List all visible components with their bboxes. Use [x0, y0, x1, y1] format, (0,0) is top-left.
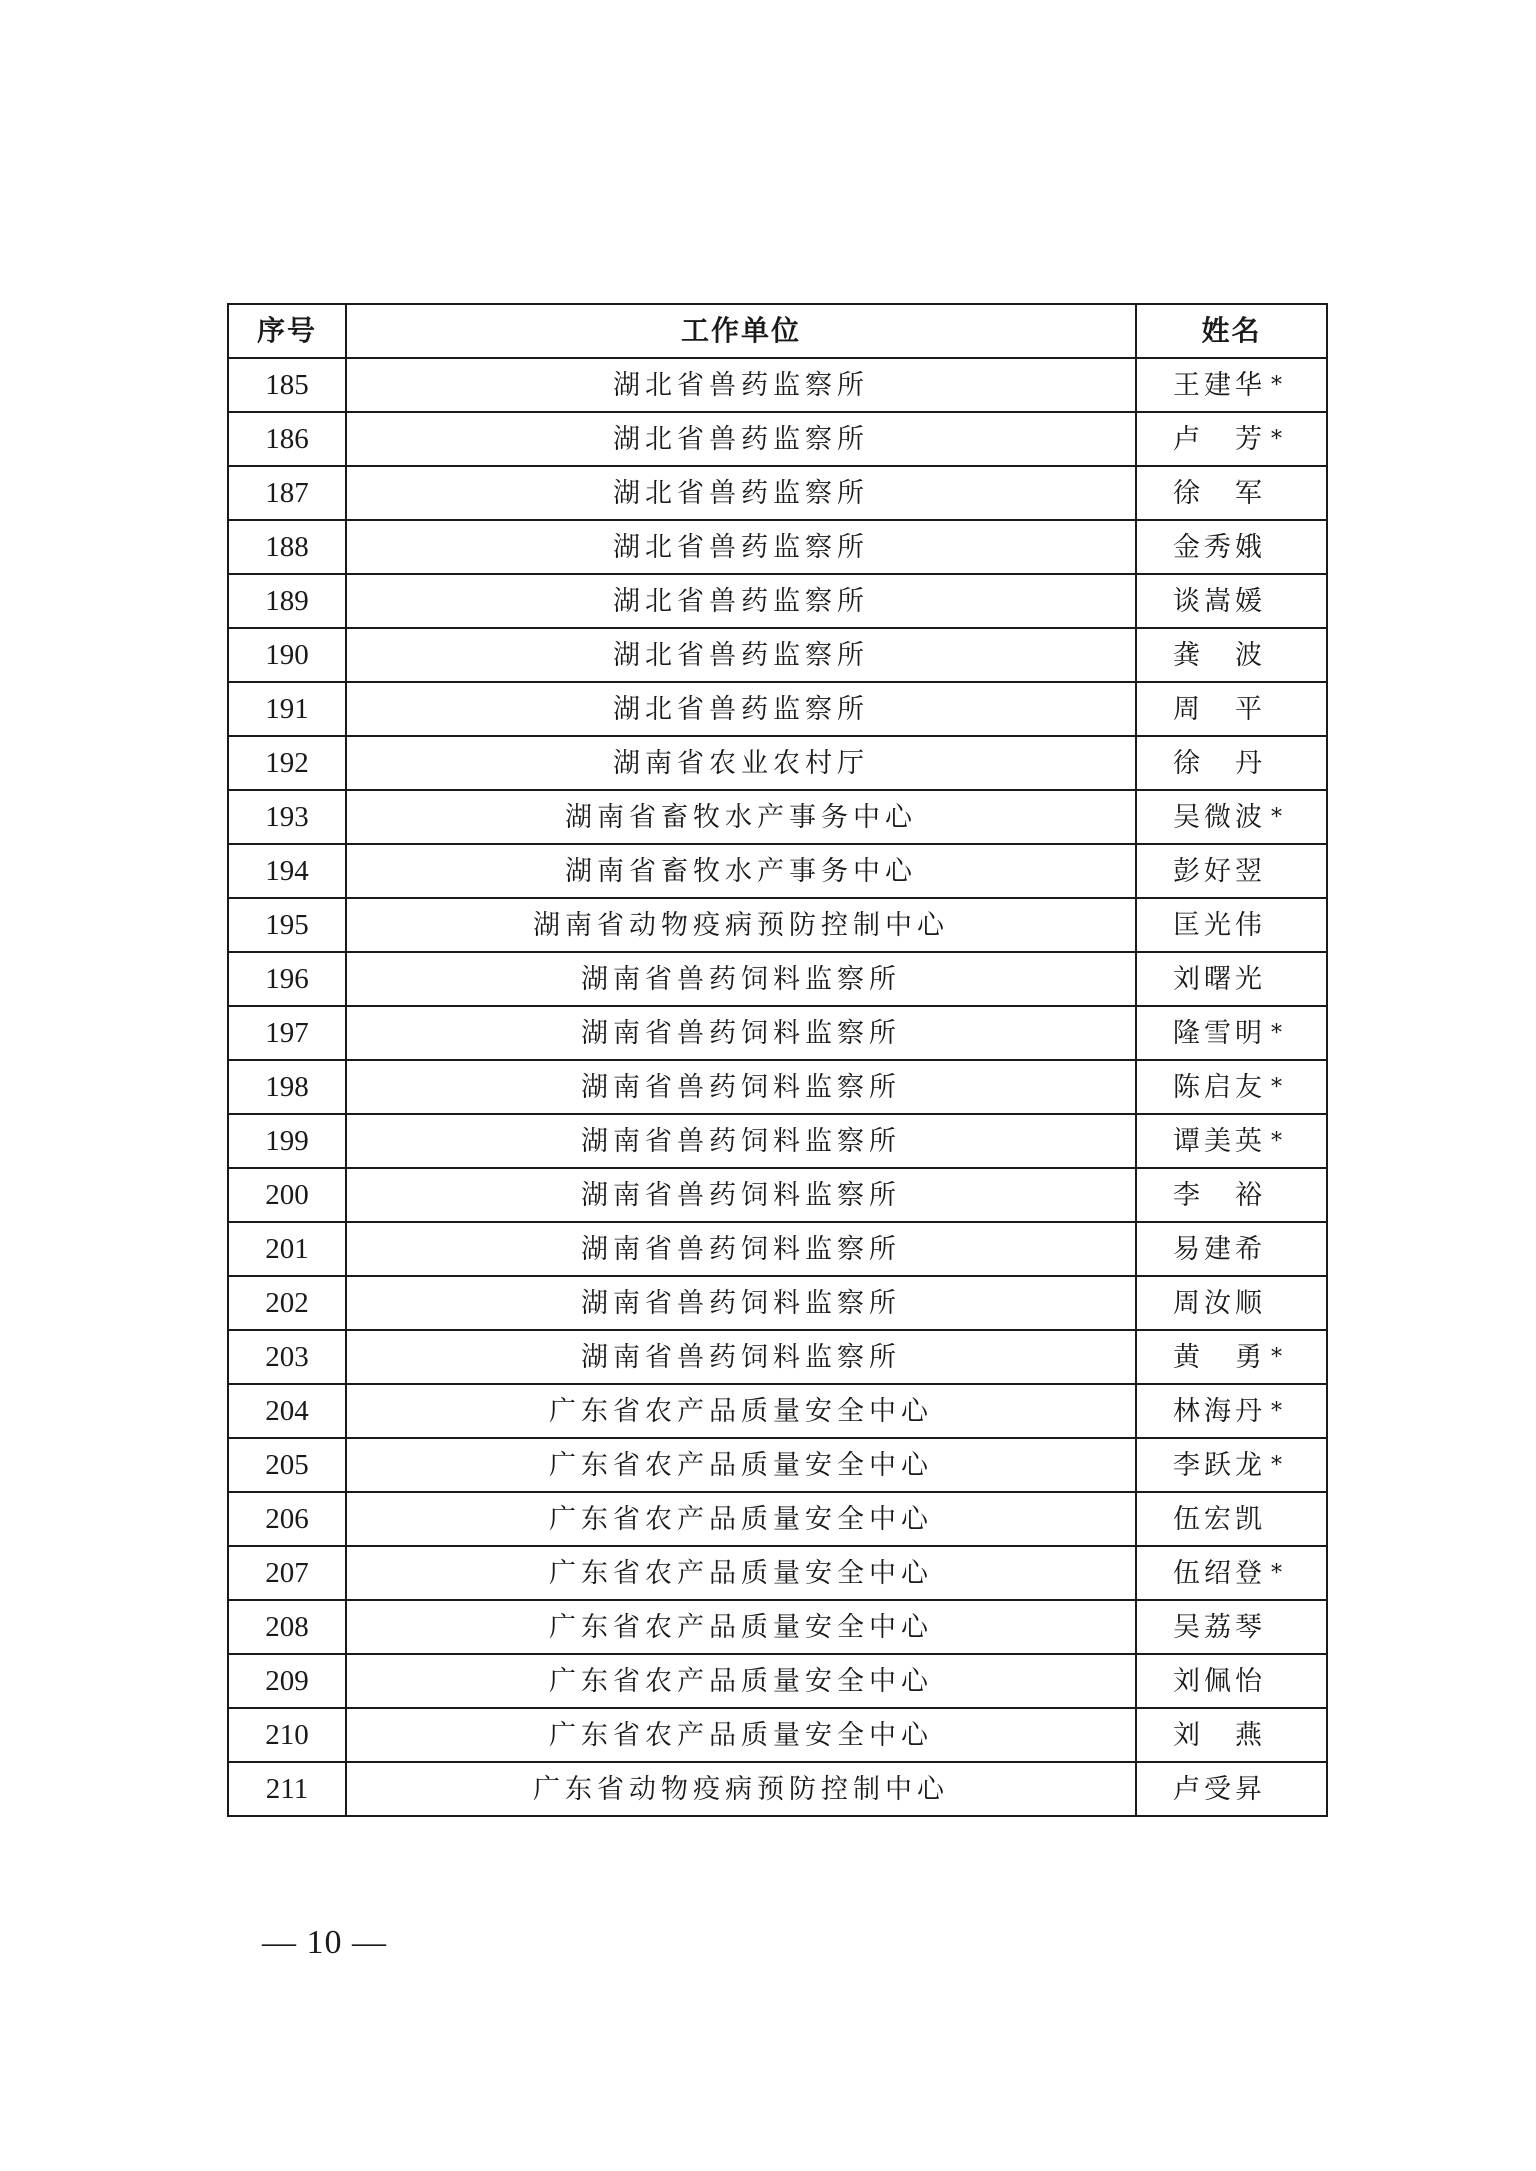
person-name: 匡光伟	[1173, 909, 1263, 941]
work-unit-cell: 湖北省兽药监察所	[346, 682, 1136, 736]
person-name: 谭美英	[1173, 1125, 1263, 1157]
name-cell	[1136, 1330, 1327, 1384]
table-row	[228, 1330, 1327, 1384]
table-row	[228, 682, 1327, 736]
person-name: 刘佩怡	[1173, 1665, 1263, 1697]
person-name: 吴微波	[1173, 801, 1263, 833]
work-unit-cell: 湖南省兽药饲料监察所	[346, 1060, 1136, 1114]
asterisk-mark: *	[1271, 1399, 1282, 1424]
person-name: 吴荔琴	[1173, 1611, 1263, 1643]
table-row	[228, 1222, 1327, 1276]
name-cell	[1136, 736, 1327, 790]
person-name: 卢受昇	[1173, 1773, 1263, 1805]
person-name: 徐军	[1173, 477, 1263, 509]
serial-number-cell: 210	[228, 1708, 346, 1762]
table-row	[228, 1060, 1327, 1114]
work-unit-cell: 广东省农产品质量安全中心	[346, 1708, 1136, 1762]
table-row	[228, 736, 1327, 790]
table-row	[228, 1384, 1327, 1438]
name-cell	[1136, 898, 1327, 952]
person-name: 黄勇	[1173, 1341, 1263, 1373]
person-name: 李裕	[1173, 1179, 1263, 1211]
serial-number-cell: 204	[228, 1384, 346, 1438]
table-row	[228, 1600, 1327, 1654]
name-cell	[1136, 682, 1327, 736]
work-unit-cell: 广东省农产品质量安全中心	[346, 1384, 1136, 1438]
person-name: 李跃龙	[1173, 1449, 1263, 1481]
name-cell	[1136, 628, 1327, 682]
serial-number-cell: 208	[228, 1600, 346, 1654]
asterisk-mark: *	[1271, 1453, 1282, 1478]
table-row	[228, 1006, 1327, 1060]
work-unit-cell: 湖北省兽药监察所	[346, 358, 1136, 412]
serial-number-cell: 189	[228, 574, 346, 628]
serial-number-cell: 198	[228, 1060, 346, 1114]
person-name: 周平	[1173, 693, 1263, 725]
asterisk-mark: *	[1271, 1075, 1282, 1100]
serial-number-cell: 196	[228, 952, 346, 1006]
work-unit-cell: 广东省农产品质量安全中心	[346, 1600, 1136, 1654]
table-header-row	[228, 304, 1327, 358]
header-work-unit: 工作单位	[346, 304, 1136, 358]
work-unit-cell: 湖南省兽药饲料监察所	[346, 1006, 1136, 1060]
serial-number-cell: 202	[228, 1276, 346, 1330]
work-unit-cell: 湖北省兽药监察所	[346, 466, 1136, 520]
asterisk-mark: *	[1271, 427, 1282, 452]
person-name: 王建华	[1173, 369, 1263, 401]
name-cell	[1136, 790, 1327, 844]
person-name: 徐丹	[1173, 747, 1263, 779]
work-unit-cell: 湖南省兽药饲料监察所	[346, 952, 1136, 1006]
asterisk-mark: *	[1271, 1561, 1282, 1586]
name-cell	[1136, 1762, 1327, 1816]
name-cell	[1136, 1438, 1327, 1492]
person-name: 易建希	[1173, 1233, 1263, 1265]
work-unit-cell: 湖南省兽药饲料监察所	[346, 1168, 1136, 1222]
person-name: 刘燕	[1173, 1719, 1263, 1751]
name-cell	[1136, 844, 1327, 898]
name-cell	[1136, 1276, 1327, 1330]
work-unit-cell: 湖北省兽药监察所	[346, 412, 1136, 466]
asterisk-mark: *	[1271, 1129, 1282, 1154]
table-row	[228, 1114, 1327, 1168]
work-unit-cell: 广东省农产品质量安全中心	[346, 1492, 1136, 1546]
work-unit-cell: 湖南省兽药饲料监察所	[346, 1330, 1136, 1384]
work-unit-cell: 湖南省畜牧水产事务中心	[346, 790, 1136, 844]
name-cell	[1136, 1600, 1327, 1654]
name-cell	[1136, 520, 1327, 574]
work-unit-cell: 湖北省兽药监察所	[346, 520, 1136, 574]
table-row	[228, 1492, 1327, 1546]
name-cell	[1136, 952, 1327, 1006]
name-cell	[1136, 1006, 1327, 1060]
table-row	[228, 952, 1327, 1006]
name-cell	[1136, 1060, 1327, 1114]
serial-number-cell: 211	[228, 1762, 346, 1816]
header-name: 姓名	[1136, 304, 1327, 358]
table-row	[228, 790, 1327, 844]
work-unit-cell: 湖南省兽药饲料监察所	[346, 1222, 1136, 1276]
serial-number-cell: 205	[228, 1438, 346, 1492]
name-cell	[1136, 1114, 1327, 1168]
table-row	[228, 1708, 1327, 1762]
asterisk-mark: *	[1271, 373, 1282, 398]
serial-number-cell: 206	[228, 1492, 346, 1546]
work-unit-cell: 湖南省兽药饲料监察所	[346, 1276, 1136, 1330]
header-serial-number: 序号	[228, 304, 346, 358]
name-cell	[1136, 412, 1327, 466]
name-cell	[1136, 1168, 1327, 1222]
work-unit-cell: 湖南省动物疫病预防控制中心	[346, 898, 1136, 952]
table-row	[228, 628, 1327, 682]
serial-number-cell: 209	[228, 1654, 346, 1708]
person-name: 龚波	[1173, 639, 1263, 671]
serial-number-cell: 207	[228, 1546, 346, 1600]
name-cell	[1136, 1384, 1327, 1438]
asterisk-mark: *	[1271, 805, 1282, 830]
serial-number-cell: 186	[228, 412, 346, 466]
work-unit-cell: 湖南省农业农村厅	[346, 736, 1136, 790]
table-row	[228, 898, 1327, 952]
serial-number-cell: 201	[228, 1222, 346, 1276]
name-cell	[1136, 574, 1327, 628]
serial-number-cell: 194	[228, 844, 346, 898]
work-unit-cell: 广东省农产品质量安全中心	[346, 1546, 1136, 1600]
name-cell	[1136, 1222, 1327, 1276]
serial-number-cell: 187	[228, 466, 346, 520]
table-body	[228, 358, 1327, 1816]
person-name: 隆雪明	[1173, 1017, 1263, 1049]
person-name: 伍宏凯	[1173, 1503, 1263, 1535]
table-row	[228, 1654, 1327, 1708]
person-name: 卢芳	[1173, 423, 1263, 455]
person-name: 周汝顺	[1173, 1287, 1263, 1319]
work-unit-cell: 湖北省兽药监察所	[346, 574, 1136, 628]
table-row	[228, 844, 1327, 898]
page-number: — 10 —	[262, 1924, 387, 1961]
table-row	[228, 1276, 1327, 1330]
person-name: 伍绍登	[1173, 1557, 1263, 1589]
name-cell	[1136, 466, 1327, 520]
person-name: 林海丹	[1173, 1395, 1263, 1427]
name-cell	[1136, 1492, 1327, 1546]
table-row	[228, 1546, 1327, 1600]
table-row	[228, 1168, 1327, 1222]
name-cell	[1136, 1708, 1327, 1762]
serial-number-cell: 200	[228, 1168, 346, 1222]
serial-number-cell: 185	[228, 358, 346, 412]
serial-number-cell: 188	[228, 520, 346, 574]
name-cell	[1136, 1546, 1327, 1600]
table-row	[228, 412, 1327, 466]
table-row	[228, 520, 1327, 574]
person-name: 彭好翌	[1173, 855, 1263, 887]
work-unit-cell: 湖南省兽药饲料监察所	[346, 1114, 1136, 1168]
person-name: 陈启友	[1173, 1071, 1263, 1103]
table-row	[228, 1438, 1327, 1492]
personnel-table	[227, 303, 1328, 1817]
table-row	[228, 574, 1327, 628]
table-row	[228, 358, 1327, 412]
serial-number-cell: 190	[228, 628, 346, 682]
person-name: 谈嵩媛	[1173, 585, 1263, 617]
work-unit-cell: 湖南省畜牧水产事务中心	[346, 844, 1136, 898]
asterisk-mark: *	[1271, 1021, 1282, 1046]
serial-number-cell: 195	[228, 898, 346, 952]
work-unit-cell: 湖北省兽药监察所	[346, 628, 1136, 682]
person-name: 刘曙光	[1173, 963, 1263, 995]
name-cell	[1136, 1654, 1327, 1708]
work-unit-cell: 广东省农产品质量安全中心	[346, 1438, 1136, 1492]
serial-number-cell: 203	[228, 1330, 346, 1384]
asterisk-mark: *	[1271, 1345, 1282, 1370]
serial-number-cell: 197	[228, 1006, 346, 1060]
serial-number-cell: 191	[228, 682, 346, 736]
serial-number-cell: 199	[228, 1114, 346, 1168]
table-row	[228, 466, 1327, 520]
name-cell	[1136, 358, 1327, 412]
work-unit-cell: 广东省农产品质量安全中心	[346, 1654, 1136, 1708]
person-name: 金秀娥	[1173, 531, 1263, 563]
work-unit-cell: 广东省动物疫病预防控制中心	[346, 1762, 1136, 1816]
serial-number-cell: 193	[228, 790, 346, 844]
serial-number-cell: 192	[228, 736, 346, 790]
table-row	[228, 1762, 1327, 1816]
